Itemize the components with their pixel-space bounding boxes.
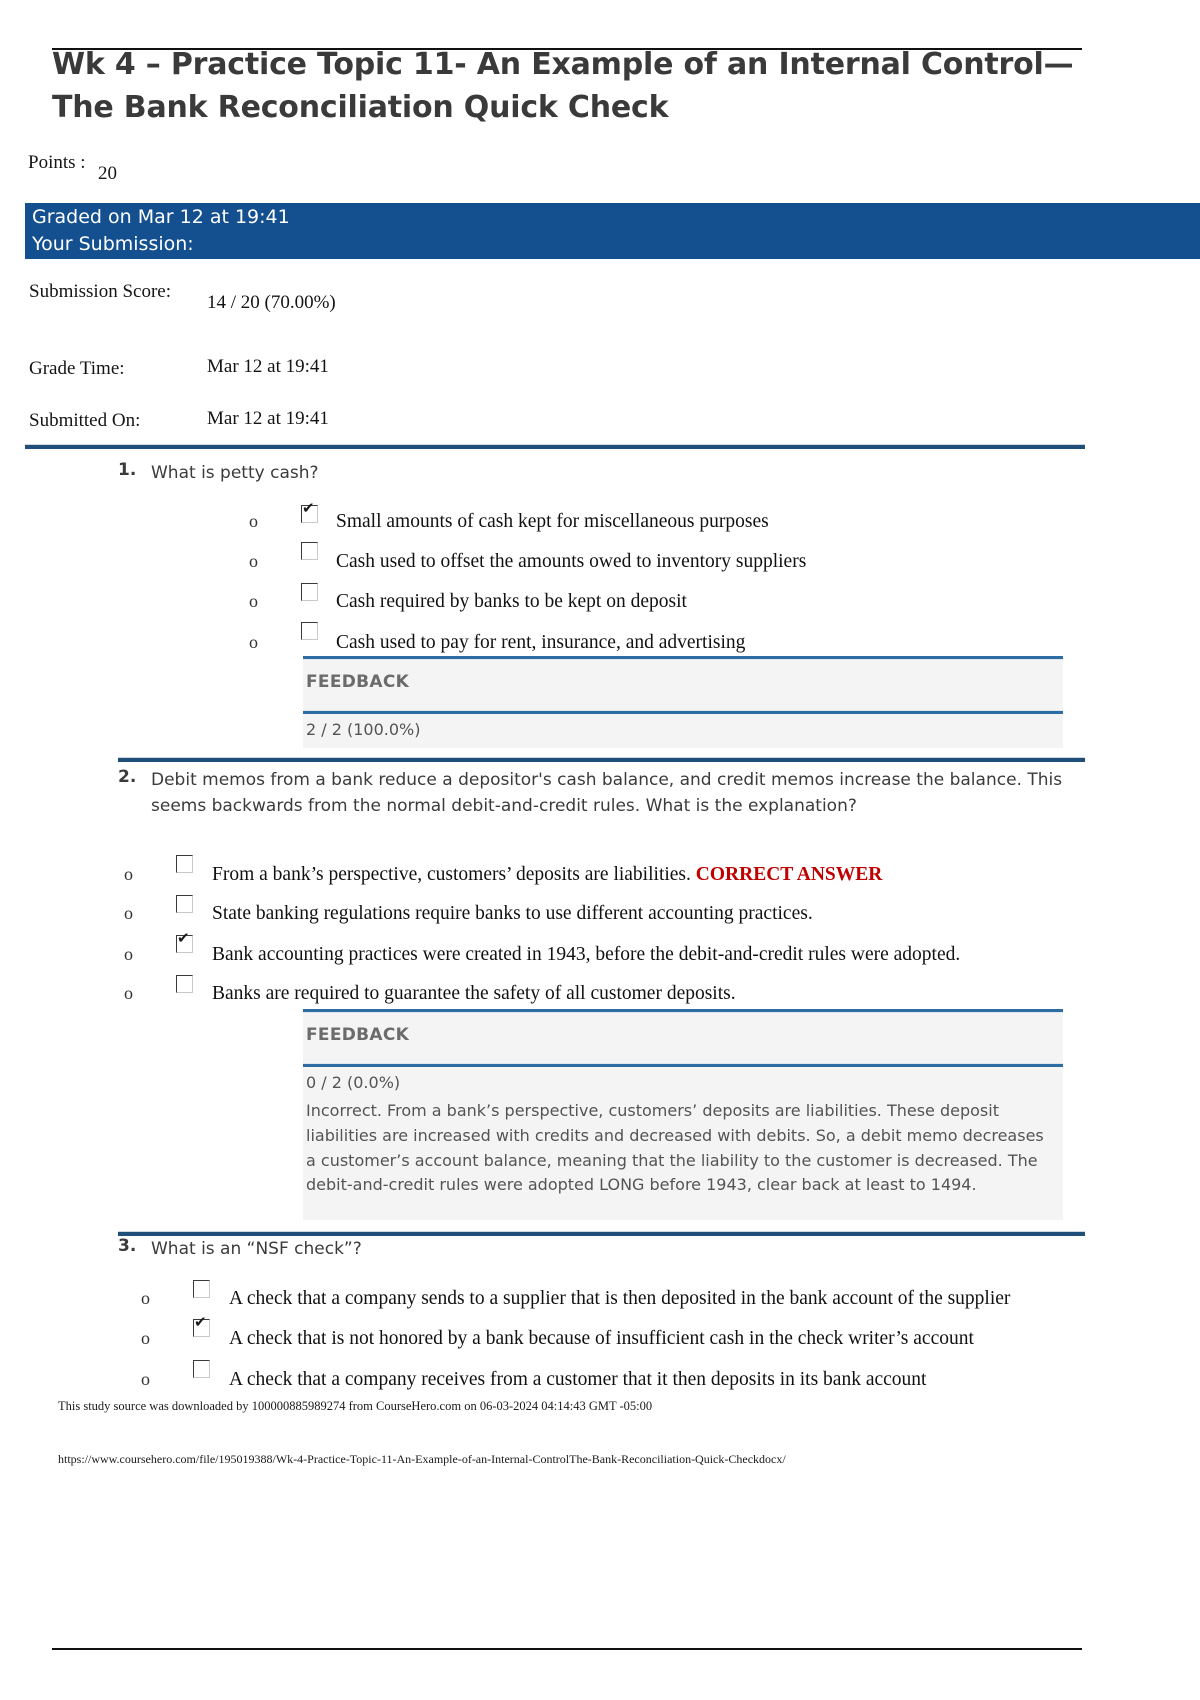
checkbox-unchecked-icon[interactable] bbox=[301, 622, 318, 640]
checkbox-unchecked-icon[interactable] bbox=[176, 975, 193, 993]
feedback-body: Incorrect. From a bank’s perspective, customers’ deposits are liabilities. These deposit liabilities are increased with credits and decreased with debits. So, a debit memo decreases a customer’s account balance, meaning that the liability to the customer is decreased. The debit-and-credit rules were adopted LONG before 1943, clear back at least to 1494. bbox=[306, 1101, 1044, 1195]
option-bullet: o bbox=[249, 591, 258, 611]
feedback-heading: FEEDBACK bbox=[306, 1025, 410, 1045]
question-3-number: 3. bbox=[118, 1236, 137, 1256]
option-bullet: o bbox=[141, 1288, 150, 1308]
option-label: State banking regulations require banks to use different accounting practices. bbox=[212, 903, 813, 924]
option-label: A check that a company sends to a supplier that is then deposited in the bank account of the supplier bbox=[229, 1288, 1011, 1309]
option-label: A check that is not honored by a bank because of insufficient cash in the check writer’s account bbox=[229, 1328, 974, 1349]
checkbox-checked-icon[interactable] bbox=[193, 1319, 210, 1337]
download-notice: This study source was downloaded by 100000885989274 from CourseHero.com on 06-03-2024 04:14:43 GMT -05:00 bbox=[58, 1399, 653, 1413]
checkbox-unchecked-icon[interactable] bbox=[176, 895, 193, 913]
feedback-top-rule bbox=[303, 1009, 1063, 1013]
checkbox-unchecked-icon[interactable] bbox=[193, 1360, 210, 1378]
checkbox-checked-icon[interactable] bbox=[301, 505, 318, 523]
checkbox-unchecked-icon[interactable] bbox=[301, 542, 318, 560]
question-1-text: What is petty cash? bbox=[151, 463, 319, 483]
question-1-number: 1. bbox=[118, 460, 137, 480]
feedback-heading: FEEDBACK bbox=[306, 672, 410, 692]
points-value: 20 bbox=[98, 163, 117, 184]
source-url[interactable]: https://www.coursehero.com/file/195019388/Wk-4-Practice-Topic-11-An-Example-of-an-Internal-ControlThe-Bank-Reconciliation-Quick-Checkdocx/ bbox=[58, 1452, 786, 1466]
checkbox-unchecked-icon[interactable] bbox=[193, 1280, 210, 1298]
option-bullet: o bbox=[124, 944, 133, 964]
option-bullet: o bbox=[124, 903, 133, 923]
option-label: Cash used to pay for rent, insurance, and advertising bbox=[336, 632, 746, 653]
checkbox-checked-icon[interactable] bbox=[176, 935, 193, 953]
option-label: Small amounts of cash kept for miscellaneous purposes bbox=[336, 511, 769, 532]
option-bullet: o bbox=[141, 1328, 150, 1348]
grade-time-value: Mar 12 at 19:41 bbox=[207, 356, 329, 377]
page-bottom-rule bbox=[52, 1648, 1082, 1650]
option-label: Cash required by banks to be kept on deposit bbox=[336, 591, 687, 612]
feedback-mid-rule bbox=[303, 1063, 1063, 1067]
option-label: Cash used to offset the amounts owed to inventory suppliers bbox=[336, 551, 807, 572]
checkbox-unchecked-icon[interactable] bbox=[301, 583, 318, 601]
question-1-separator bbox=[25, 444, 1085, 449]
option-label: Bank accounting practices were created in 1943, before the debit-and-credit rules were adopted. bbox=[212, 944, 961, 965]
option-label: A check that a company receives from a customer that it then deposits in its bank account bbox=[229, 1369, 927, 1390]
submitted-on-label: Submitted On: bbox=[29, 410, 141, 431]
submission-score-label: Submission Score: bbox=[29, 281, 171, 302]
feedback-mid-rule bbox=[303, 710, 1063, 714]
grade-time-label: Grade Time: bbox=[29, 358, 125, 379]
feedback-score: 2 / 2 (100.0%) bbox=[306, 720, 421, 739]
option-bullet: o bbox=[124, 983, 133, 1003]
option-bullet: o bbox=[124, 864, 133, 884]
submission-score-value: 14 / 20 (70.00%) bbox=[207, 292, 336, 313]
option-bullet: o bbox=[249, 511, 258, 531]
question-2-text: Debit memos from a bank reduce a depositor's cash balance, and credit memos increase the balance. This seems backwards from the normal debit-and-credit rules. What is the explanation? bbox=[151, 770, 1063, 817]
points-label: Points : bbox=[28, 152, 86, 173]
option-bullet: o bbox=[141, 1369, 150, 1389]
feedback-top-rule bbox=[303, 656, 1063, 660]
option-bullet: o bbox=[249, 632, 258, 652]
correct-answer-tag: CORRECT ANSWER bbox=[695, 864, 883, 885]
option-label bbox=[212, 864, 882, 886]
page-title: Wk 4 – Practice Topic 11- An Example of an Internal Control—The Bank Reconciliation Quick Check bbox=[52, 47, 1074, 125]
option-bullet: o bbox=[249, 551, 258, 571]
option-label: Banks are required to guarantee the safety of all customer deposits. bbox=[212, 983, 736, 1004]
graded-on-text: Graded on Mar 12 at 19:41 bbox=[32, 206, 290, 228]
your-submission-text: Your Submission: bbox=[32, 233, 194, 255]
submitted-on-value: Mar 12 at 19:41 bbox=[207, 408, 329, 429]
question-3-text: What is an “NSF check”? bbox=[151, 1239, 362, 1259]
question-2-number: 2. bbox=[118, 767, 137, 787]
checkbox-unchecked-icon[interactable] bbox=[176, 855, 193, 873]
feedback-score: 0 / 2 (0.0%) bbox=[306, 1073, 401, 1092]
question-2-separator bbox=[118, 757, 1085, 762]
option-text: From a bank’s perspective, customers’ deposits are liabilities. bbox=[212, 864, 691, 885]
